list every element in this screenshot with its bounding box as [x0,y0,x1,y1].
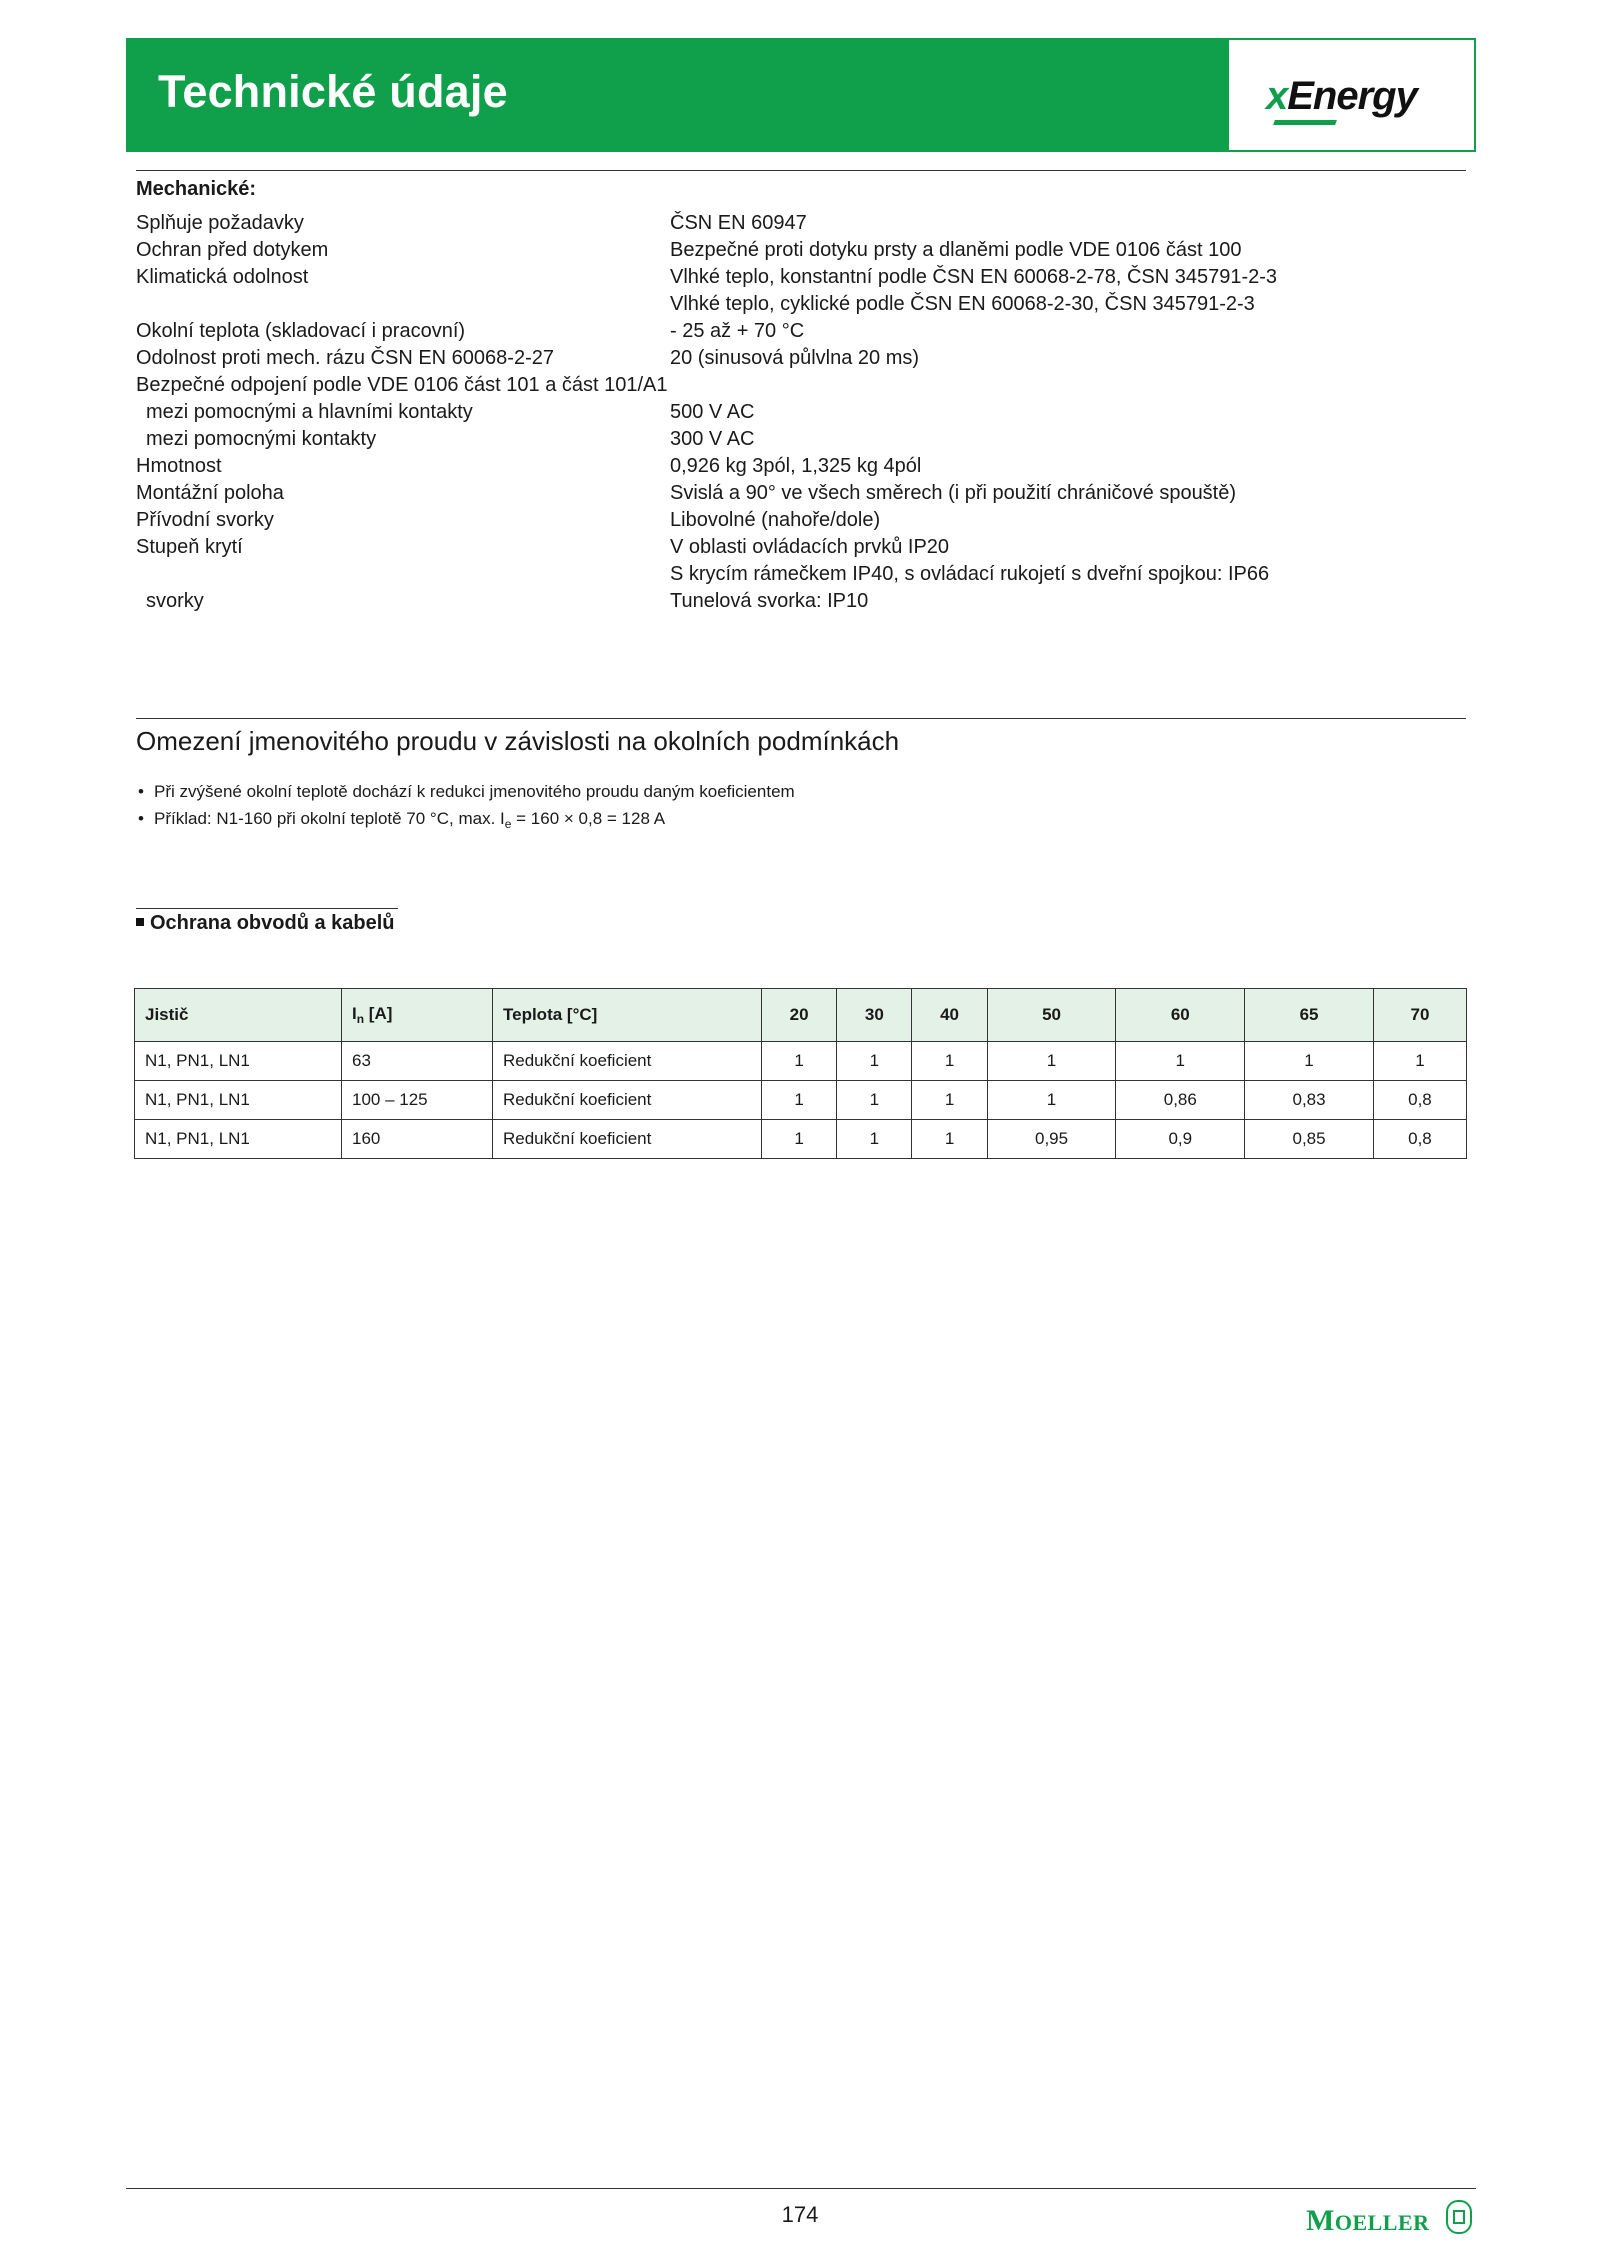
spec-row: svorky Tunelová svorka: IP10 [146,590,869,612]
cell-current: 160 [342,1120,493,1159]
spec-row: S krycím rámečkem IP40, s ovládací rukojetí s dveřní spojkou: IP66 [670,563,1270,585]
header-title-bar [128,40,1229,150]
moeller-emblem-icon [1446,2200,1472,2234]
col-header-current: $I_n$ [A] [342,989,493,1042]
cell-breaker: N1, PN1, LN1 [135,1042,342,1081]
spec-row: Vlhké teplo, cyklické podle ČSN EN 60068-2-30, ČSN 345791-2-3 [670,293,1255,315]
table-row [135,1120,1467,1159]
cell-coefficient: 0,9 [1116,1120,1245,1159]
cell-coefficient: 1 [1116,1042,1245,1081]
cell-coefficient: 1 [1373,1042,1466,1081]
square-bullet-icon [136,918,144,926]
table-header-row [135,989,1467,1042]
cell-coefficient: 1 [987,1042,1116,1081]
cell-current: 63 [342,1042,493,1081]
page-header [126,38,1476,152]
spec-row: Okolní teplota (skladovací i pracovní) - 25 až + 70 °C [136,320,805,342]
col-header-temperature: Teplota [°C] [493,989,762,1042]
col-header-temp-value: 70 [1373,989,1466,1042]
cell-coefficient: 1 [762,1042,837,1081]
page-number: 174 [781,2202,819,2227]
cell-coefficient: 0,8 [1373,1081,1466,1120]
circuit-protection-heading: Ochrana obvodů a kabelů [136,912,395,935]
col-header-temp-value: 40 [912,989,987,1042]
moeller-logo: MOELLER [1306,2204,1430,2237]
note-item: • Příklad: N1-160 při okolní teplotě 70 °C, max. $I_e = 160 \times 0,8 = 128$ A [136,805,795,832]
cell-coefficient: 1 [912,1081,987,1120]
page-title: Technické údaje [158,66,508,117]
cell-breaker: N1, PN1, LN1 [135,1081,342,1120]
cell-coefficient: 1 [762,1081,837,1120]
footer-divider [126,2188,1476,2189]
spec-row: Splňuje požadavky ČSN EN 60947 [136,212,807,234]
derating-notes [136,778,795,832]
col-header-temp-value: 50 [987,989,1116,1042]
cell-coefficient: 0,95 [987,1120,1116,1159]
cell-coefficient: 1 [912,1042,987,1081]
xenergy-logo [1230,40,1474,150]
col-header-temp-value: 30 [837,989,912,1042]
subheading-rule [136,908,398,909]
spec-row: mezi pomocnými a hlavními kontakty 500 V AC [146,401,755,423]
cell-coefficient: 1 [837,1120,912,1159]
derating-title: Omezení jmenovitého proudu v závislosti na okolních podmínkách [136,726,900,756]
spec-row: Ochran před dotykem Bezpečné proti dotyku prsty a dlaněmi podle VDE 0106 část 100 [136,239,1242,261]
spec-row: mezi pomocnými kontakty 300 V AC [146,428,755,450]
divider [136,170,1466,171]
spec-row: Bezpečné odpojení podle VDE 0106 část 101 a část 101/A1 [136,374,668,396]
cell-coefficient: 0,83 [1245,1081,1374,1120]
spec-row: Hmotnost 0,926 kg 3pól, 1,325 kg 4pól [136,455,922,477]
mechanical-label: Mechanické: [136,178,257,200]
col-header-temp-value: 20 [762,989,837,1042]
cell-label: Redukční koeficient [493,1120,762,1159]
spec-row: Montážní poloha Svislá a 90° ve všech směrech (i při použití chráničové spouště) [136,482,1237,504]
note-item: • Při zvýšené okolní teplotě dochází k redukci jmenovitého proudu daným koeficientem [136,778,795,805]
cell-label: Redukční koeficient [493,1042,762,1081]
col-header-breaker: Jistič [135,989,342,1042]
cell-current: 100 – 125 [342,1081,493,1120]
xenergy-logo-text: xEnergy [1266,74,1417,118]
divider [136,718,1466,719]
spec-row: Odolnost proti mech. rázu ČSN EN 60068-2-27 20 (sinusová půlvlna 20 ms) [136,347,920,369]
cell-coefficient: 1 [837,1042,912,1081]
table-row [135,1042,1467,1081]
cell-coefficient: 1 [837,1081,912,1120]
derating-table [134,988,1467,1159]
cell-coefficient: 0,8 [1373,1120,1466,1159]
cell-coefficient: 1 [912,1120,987,1159]
cell-coefficient: 1 [1245,1042,1374,1081]
cell-coefficient: 1 [762,1120,837,1159]
spec-row: Přívodní svorky Libovolné (nahoře/dole) [136,509,881,531]
cell-breaker: N1, PN1, LN1 [135,1120,342,1159]
mechanical-spec-list [136,210,1466,615]
cell-coefficient: 1 [987,1081,1116,1120]
col-header-temp-value: 60 [1116,989,1245,1042]
table-row [135,1081,1467,1120]
cell-label: Redukční koeficient [493,1081,762,1120]
spec-row: Klimatická odolnost Vlhké teplo, konstantní podle ČSN EN 60068-2-78, ČSN 345791-2-3 [136,266,1278,288]
col-header-temp-value: 65 [1245,989,1374,1042]
cell-coefficient: 0,86 [1116,1081,1245,1120]
cell-coefficient: 0,85 [1245,1120,1374,1159]
xenergy-logo-swoosh [1273,120,1337,125]
spec-row: Stupeň krytí V oblasti ovládacích prvků IP20 [136,536,950,558]
